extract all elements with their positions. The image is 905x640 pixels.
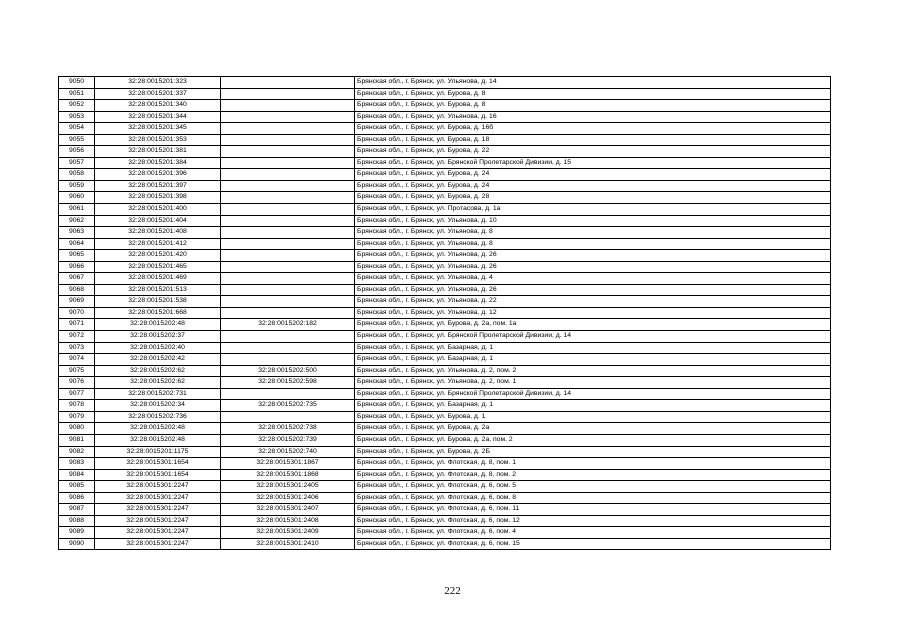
table-row	[59, 469, 831, 481]
row-number-cell: 9051	[59, 88, 95, 100]
table-row	[59, 365, 831, 377]
address-cell: Брянская обл., г. Брянск, ул. Флотская, д. 6, пом. 15	[355, 538, 831, 550]
row-number-cell: 9058	[59, 169, 95, 181]
object-cadastral-number-cell: 32:28:0015202:740	[221, 446, 355, 458]
table-row	[59, 88, 831, 100]
row-number-cell: 9064	[59, 238, 95, 250]
address-cell: Брянская обл., г. Брянск, ул. Флотская, д. 8, пом. 2	[355, 469, 831, 481]
cadastral-number-cell: 32:28:0015201:397	[95, 180, 221, 192]
cadastral-number-cell: 32:28:0015301:2247	[95, 515, 221, 527]
object-cadastral-number-cell	[221, 77, 355, 89]
table-row	[59, 446, 831, 458]
table-row	[59, 100, 831, 112]
address-cell: Брянская обл., г. Брянск, ул. Базарная, д. 1	[355, 354, 831, 366]
row-number-cell: 9063	[59, 227, 95, 239]
object-cadastral-number-cell	[221, 100, 355, 112]
object-cadastral-number-cell	[221, 134, 355, 146]
cadastral-number-cell: 32:28:0015201:323	[95, 77, 221, 89]
row-number-cell: 9082	[59, 446, 95, 458]
object-cadastral-number-cell: 32:28:0015202:738	[221, 423, 355, 435]
address-cell: Брянская обл., г. Брянск, ул. Ульянова, д. 26	[355, 261, 831, 273]
table-row	[59, 284, 831, 296]
object-cadastral-number-cell	[221, 111, 355, 123]
address-cell: Брянская обл., г. Брянск, ул. Флотская, д. 6, пом. 5	[355, 481, 831, 493]
table-row	[59, 504, 831, 516]
row-number-cell: 9073	[59, 342, 95, 354]
table-row	[59, 527, 831, 539]
cadastral-number-cell: 32:28:0015201:345	[95, 123, 221, 135]
cadastral-number-cell: 32:28:0015202:37	[95, 331, 221, 343]
address-cell: Брянская обл., г. Брянск, ул. Ульянова, д. 2, пом. 2	[355, 365, 831, 377]
row-number-cell: 9076	[59, 377, 95, 389]
cadastral-number-cell: 32:28:0015201:400	[95, 204, 221, 216]
address-cell: Брянская обл., г. Брянск, ул. Базарная, д. 1	[355, 400, 831, 412]
table-row	[59, 192, 831, 204]
table-row	[59, 111, 831, 123]
table-row	[59, 342, 831, 354]
cadastral-number-cell: 32:28:0015202:48	[95, 434, 221, 446]
table-row	[59, 123, 831, 135]
address-cell: Брянская обл., г. Брянск, ул. Бурова, д. 22	[355, 146, 831, 158]
address-cell: Брянская обл., г. Брянск, ул. Ульянова, д. 2, пом. 1	[355, 377, 831, 389]
table-row	[59, 273, 831, 285]
object-cadastral-number-cell	[221, 157, 355, 169]
object-cadastral-number-cell: 32:28:0015301:1868	[221, 469, 355, 481]
row-number-cell: 9070	[59, 307, 95, 319]
cadastral-number-cell: 32:28:0015201:344	[95, 111, 221, 123]
row-number-cell: 9054	[59, 123, 95, 135]
object-cadastral-number-cell	[221, 192, 355, 204]
address-cell: Брянская обл., г. Брянск, ул. Флотская, д. 6, пом. 8	[355, 492, 831, 504]
table-row	[59, 411, 831, 423]
address-cell: Брянская обл., г. Брянск, ул. Бурова, д. 8	[355, 88, 831, 100]
cadastral-number-cell: 32:28:0015202:62	[95, 377, 221, 389]
row-number-cell: 9068	[59, 284, 95, 296]
registry-table	[58, 76, 831, 550]
cadastral-number-cell: 32:28:0015201:408	[95, 227, 221, 239]
address-cell: Брянская обл., г. Брянск, ул. Брянской Пролетарской Дивизии, д. 14	[355, 331, 831, 343]
address-cell: Брянская обл., г. Брянск, ул. Флотская, д. 6, пом. 4	[355, 527, 831, 539]
object-cadastral-number-cell	[221, 354, 355, 366]
address-cell: Брянская обл., г. Брянск, ул. Бурова, д. 18	[355, 134, 831, 146]
row-number-cell: 9089	[59, 527, 95, 539]
row-number-cell: 9086	[59, 492, 95, 504]
cadastral-number-cell: 32:28:0015201:412	[95, 238, 221, 250]
object-cadastral-number-cell	[221, 123, 355, 135]
row-number-cell: 9071	[59, 319, 95, 331]
row-number-cell: 9052	[59, 100, 95, 112]
row-number-cell: 9078	[59, 400, 95, 412]
address-cell: Брянская обл., г. Брянск, ул. Бурова, д. 24	[355, 180, 831, 192]
cadastral-number-cell: 32:28:0015202:48	[95, 319, 221, 331]
row-number-cell: 9087	[59, 504, 95, 516]
row-number-cell: 9062	[59, 215, 95, 227]
address-cell: Брянская обл., г. Брянск, ул. Бурова, д. 2а	[355, 423, 831, 435]
table-row	[59, 77, 831, 89]
row-number-cell: 9079	[59, 411, 95, 423]
row-number-cell: 9069	[59, 296, 95, 308]
cadastral-number-cell: 32:28:0015201:337	[95, 88, 221, 100]
table-row	[59, 169, 831, 181]
address-cell: Брянская обл., г. Брянск, ул. Ульянова, д. 14	[355, 77, 831, 89]
table-row	[59, 261, 831, 273]
table-row	[59, 434, 831, 446]
cadastral-number-cell: 32:28:0015301:2247	[95, 481, 221, 493]
address-cell: Брянская обл., г. Брянск, ул. Ульянова, д. 26	[355, 250, 831, 262]
cadastral-number-cell: 32:28:0015201:384	[95, 157, 221, 169]
row-number-cell: 9050	[59, 77, 95, 89]
cadastral-number-cell: 32:28:0015201:465	[95, 261, 221, 273]
row-number-cell: 9057	[59, 157, 95, 169]
cadastral-number-cell: 32:28:0015201:1175	[95, 446, 221, 458]
object-cadastral-number-cell	[221, 88, 355, 100]
row-number-cell: 9077	[59, 388, 95, 400]
table-row	[59, 227, 831, 239]
row-number-cell: 9075	[59, 365, 95, 377]
object-cadastral-number-cell: 32:28:0015301:1867	[221, 458, 355, 470]
cadastral-number-cell: 32:28:0015202:42	[95, 354, 221, 366]
object-cadastral-number-cell: 32:28:0015202:182	[221, 319, 355, 331]
cadastral-number-cell: 32:28:0015201:396	[95, 169, 221, 181]
object-cadastral-number-cell: 32:28:0015202:739	[221, 434, 355, 446]
row-number-cell: 9090	[59, 538, 95, 550]
row-number-cell: 9088	[59, 515, 95, 527]
object-cadastral-number-cell: 32:28:0015301:2405	[221, 481, 355, 493]
address-cell: Брянская обл., г. Брянск, ул. Брянской Пролетарской Дивизии, д. 15	[355, 157, 831, 169]
cadastral-number-cell: 32:28:0015301:2247	[95, 538, 221, 550]
row-number-cell: 9084	[59, 469, 95, 481]
table-row	[59, 250, 831, 262]
row-number-cell: 9061	[59, 204, 95, 216]
table-row	[59, 331, 831, 343]
row-number-cell: 9083	[59, 458, 95, 470]
page-number: 222	[444, 585, 461, 597]
table-row	[59, 204, 831, 216]
cadastral-number-cell: 32:28:0015202:731	[95, 388, 221, 400]
object-cadastral-number-cell	[221, 250, 355, 262]
object-cadastral-number-cell	[221, 411, 355, 423]
object-cadastral-number-cell: 32:28:0015301:2409	[221, 527, 355, 539]
table-row	[59, 481, 831, 493]
row-number-cell: 9056	[59, 146, 95, 158]
table-row	[59, 319, 831, 331]
address-cell: Брянская обл., г. Брянск, ул. Протасова, д. 1а	[355, 204, 831, 216]
table-row	[59, 215, 831, 227]
object-cadastral-number-cell	[221, 296, 355, 308]
object-cadastral-number-cell	[221, 342, 355, 354]
table-row	[59, 400, 831, 412]
row-number-cell: 9067	[59, 273, 95, 285]
address-cell: Брянская обл., г. Брянск, ул. Базарная, д. 1	[355, 342, 831, 354]
table-row	[59, 458, 831, 470]
object-cadastral-number-cell	[221, 204, 355, 216]
table-row	[59, 388, 831, 400]
row-number-cell: 9085	[59, 481, 95, 493]
address-cell: Брянская обл., г. Брянск, ул. Бурова, д. 24	[355, 169, 831, 181]
table-row	[59, 180, 831, 192]
address-cell: Брянская обл., г. Брянск, ул. Ульянова, д. 4	[355, 273, 831, 285]
row-number-cell: 9074	[59, 354, 95, 366]
object-cadastral-number-cell: 32:28:0015202:735	[221, 400, 355, 412]
cadastral-number-cell: 32:28:0015301:1654	[95, 458, 221, 470]
address-cell: Брянская обл., г. Брянск, ул. Бурова, д. 1	[355, 411, 831, 423]
registry-table-body	[59, 77, 831, 550]
address-cell: Брянская обл., г. Брянск, ул. Флотская, д. 8, пом. 1	[355, 458, 831, 470]
cadastral-number-cell: 32:28:0015201:340	[95, 100, 221, 112]
cadastral-number-cell: 32:28:0015202:62	[95, 365, 221, 377]
address-cell: Брянская обл., г. Брянск, ул. Ульянова, д. 10	[355, 215, 831, 227]
table-row	[59, 134, 831, 146]
table-row	[59, 377, 831, 389]
object-cadastral-number-cell: 32:28:0015301:2408	[221, 515, 355, 527]
address-cell: Брянская обл., г. Брянск, ул. Бурова, д. 2а, пом. 1а	[355, 319, 831, 331]
row-number-cell: 9059	[59, 180, 95, 192]
object-cadastral-number-cell	[221, 388, 355, 400]
cadastral-number-cell: 32:28:0015201:538	[95, 296, 221, 308]
address-cell: Брянская обл., г. Брянск, ул. Бурова, д. 2а, пом. 2	[355, 434, 831, 446]
address-cell: Брянская обл., г. Брянск, ул. Бурова, д. 2Б	[355, 446, 831, 458]
table-row	[59, 296, 831, 308]
cadastral-number-cell: 32:28:0015202:48	[95, 423, 221, 435]
object-cadastral-number-cell	[221, 261, 355, 273]
object-cadastral-number-cell: 32:28:0015301:2406	[221, 492, 355, 504]
table-row	[59, 423, 831, 435]
address-cell: Брянская обл., г. Брянск, ул. Ульянова, д. 22	[355, 296, 831, 308]
cadastral-number-cell: 32:28:0015201:420	[95, 250, 221, 262]
cadastral-number-cell: 32:28:0015301:2247	[95, 492, 221, 504]
table-row	[59, 238, 831, 250]
address-cell: Брянская обл., г. Брянск, ул. Бурова, д. 16б	[355, 123, 831, 135]
address-cell: Брянская обл., г. Брянск, ул. Ульянова, д. 8	[355, 227, 831, 239]
object-cadastral-number-cell	[221, 284, 355, 296]
object-cadastral-number-cell	[221, 238, 355, 250]
row-number-cell: 9060	[59, 192, 95, 204]
object-cadastral-number-cell	[221, 227, 355, 239]
address-cell: Брянская обл., г. Брянск, ул. Бурова, д. 28	[355, 192, 831, 204]
object-cadastral-number-cell: 32:28:0015202:500	[221, 365, 355, 377]
address-cell: Брянская обл., г. Брянск, ул. Флотская, д. 6, пом. 12	[355, 515, 831, 527]
table-row	[59, 492, 831, 504]
table-row	[59, 538, 831, 550]
address-cell: Брянская обл., г. Брянск, ул. Бурова, д. 8	[355, 100, 831, 112]
object-cadastral-number-cell: 32:28:0015301:2410	[221, 538, 355, 550]
address-cell: Брянская обл., г. Брянск, ул. Ульянова, д. 8	[355, 238, 831, 250]
object-cadastral-number-cell: 32:28:0015301:2407	[221, 504, 355, 516]
cadastral-number-cell: 32:28:0015201:513	[95, 284, 221, 296]
cadastral-number-cell: 32:28:0015202:34	[95, 400, 221, 412]
object-cadastral-number-cell	[221, 307, 355, 319]
object-cadastral-number-cell	[221, 215, 355, 227]
cadastral-number-cell: 32:28:0015201:398	[95, 192, 221, 204]
address-cell: Брянская обл., г. Брянск, ул. Флотская, д. 6, пом. 11	[355, 504, 831, 516]
object-cadastral-number-cell	[221, 169, 355, 181]
cadastral-number-cell: 32:28:0015202:736	[95, 411, 221, 423]
table-row	[59, 146, 831, 158]
object-cadastral-number-cell	[221, 273, 355, 285]
object-cadastral-number-cell: 32:28:0015202:598	[221, 377, 355, 389]
table-row	[59, 157, 831, 169]
address-cell: Брянская обл., г. Брянск, ул. Брянской Пролетарской Дивизии, д. 14	[355, 388, 831, 400]
address-cell: Брянская обл., г. Брянск, ул. Ульянова, д. 12	[355, 307, 831, 319]
row-number-cell: 9055	[59, 134, 95, 146]
table-row	[59, 354, 831, 366]
cadastral-number-cell: 32:28:0015201:668	[95, 307, 221, 319]
cadastral-number-cell: 32:28:0015201:353	[95, 134, 221, 146]
cadastral-number-cell: 32:28:0015301:2247	[95, 504, 221, 516]
row-number-cell: 9065	[59, 250, 95, 262]
address-cell: Брянская обл., г. Брянск, ул. Ульянова, д. 26	[355, 284, 831, 296]
object-cadastral-number-cell	[221, 180, 355, 192]
cadastral-number-cell: 32:28:0015301:2247	[95, 527, 221, 539]
cadastral-number-cell: 32:28:0015202:40	[95, 342, 221, 354]
row-number-cell: 9066	[59, 261, 95, 273]
table-row	[59, 307, 831, 319]
cadastral-number-cell: 32:28:0015201:404	[95, 215, 221, 227]
cadastral-number-cell: 32:28:0015201:381	[95, 146, 221, 158]
object-cadastral-number-cell	[221, 331, 355, 343]
cadastral-number-cell: 32:28:0015301:1654	[95, 469, 221, 481]
row-number-cell: 9080	[59, 423, 95, 435]
table-row	[59, 515, 831, 527]
row-number-cell: 9072	[59, 331, 95, 343]
object-cadastral-number-cell	[221, 146, 355, 158]
address-cell: Брянская обл., г. Брянск, ул. Ульянова, д. 16	[355, 111, 831, 123]
row-number-cell: 9053	[59, 111, 95, 123]
cadastral-number-cell: 32:28:0015201:469	[95, 273, 221, 285]
row-number-cell: 9081	[59, 434, 95, 446]
